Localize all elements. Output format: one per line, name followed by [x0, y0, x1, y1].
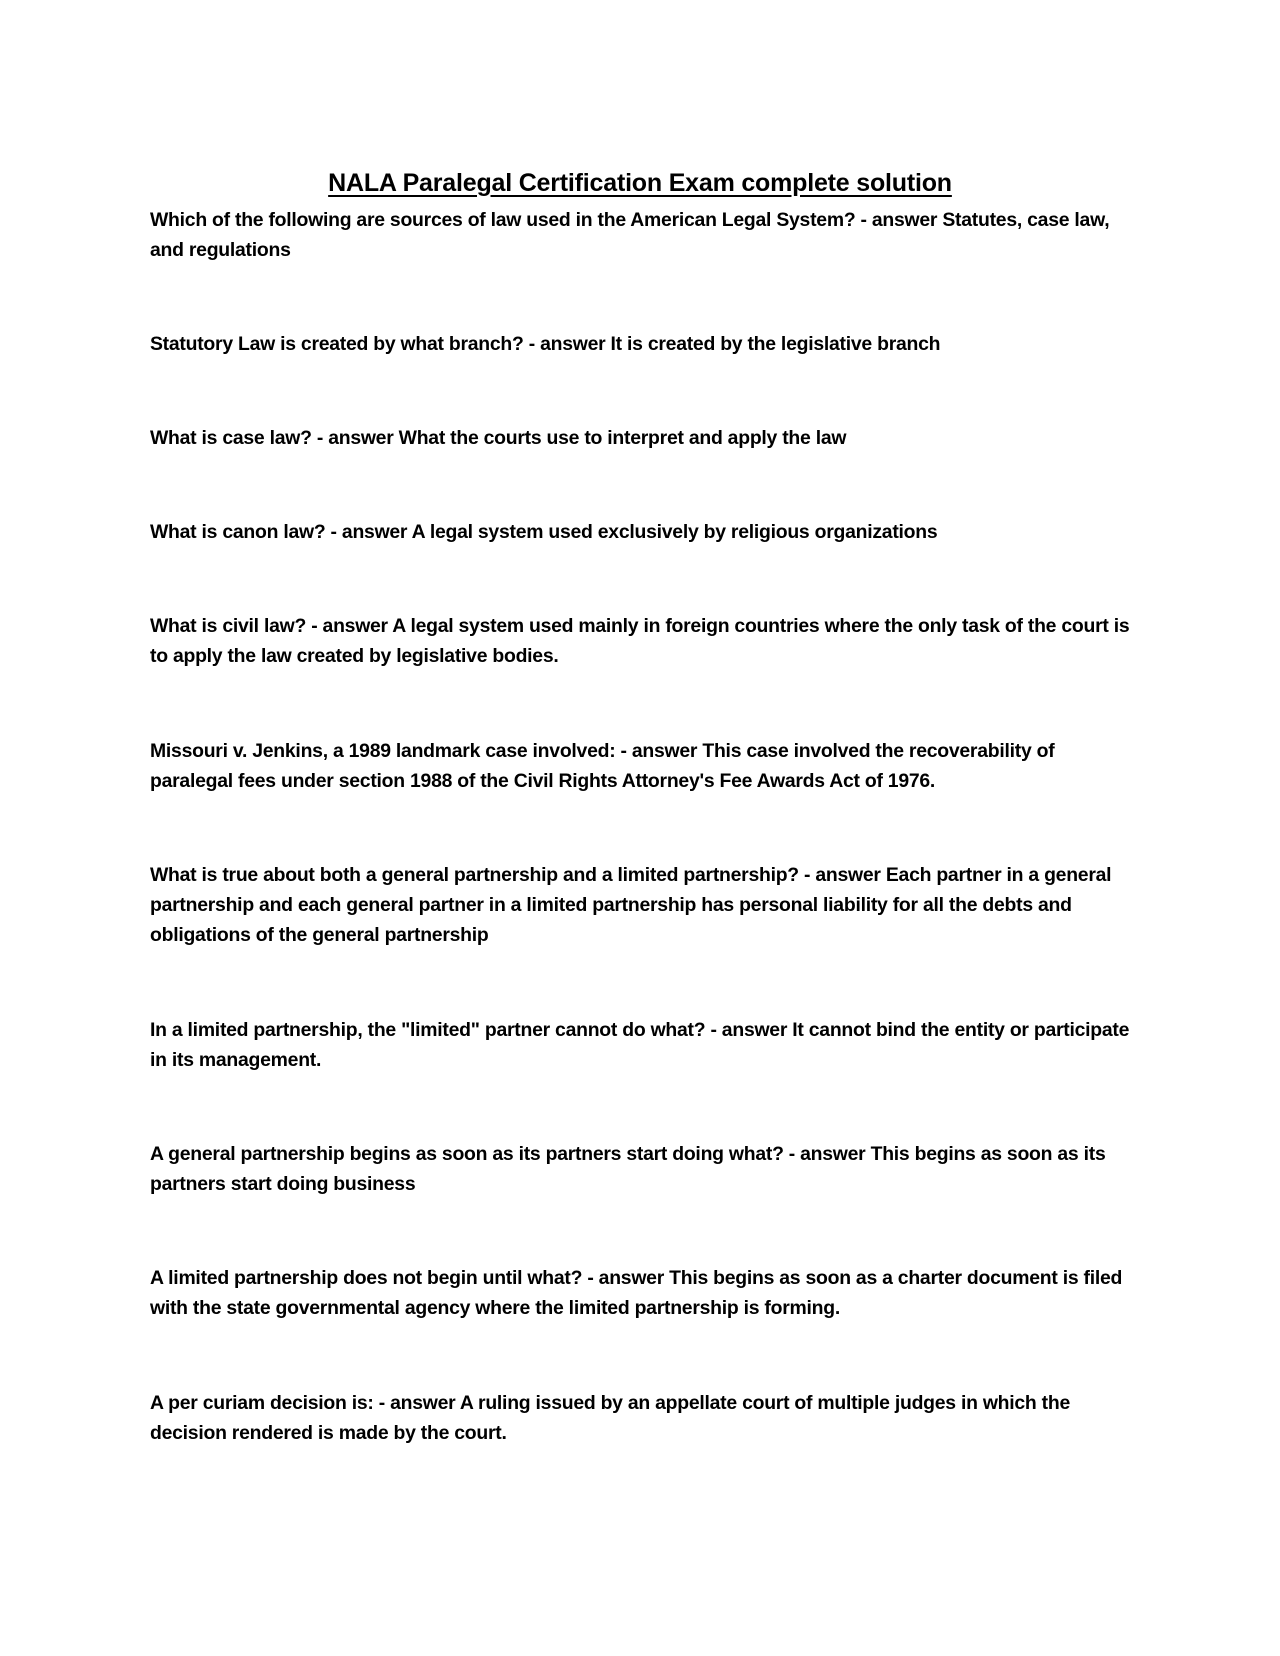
qa-item: What is true about both a general partnership and a limited partnership? - answer Each partner in a general partnership and each general partner in a limited partnership has personal liability for all the debts and obligations of the general partnership: [150, 864, 1112, 946]
qa-item: What is civil law? - answer A legal system used mainly in foreign countries where the only task of the court is to apply the law created by legislative bodies.: [150, 615, 1130, 667]
qa-item: A per curiam decision is: - answer A ruling issued by an appellate court of multiple judges in which the decision rendered is made by the court.: [150, 1392, 1071, 1444]
qa-item: Statutory Law is created by what branch? - answer It is created by the legislative branch: [150, 333, 941, 355]
qa-item: What is canon law? - answer A legal system used exclusively by religious organizations: [150, 521, 938, 543]
qa-item: A limited partnership does not begin until what? - answer This begins as soon as a charter document is filed with the state governmental agency where the limited partnership is forming.: [150, 1267, 1123, 1319]
qa-item: Missouri v. Jenkins, a 1989 landmark case involved: - answer This case involved the recoverability of paralegal fees under section 1988 of the Civil Rights Attorney's Fee Awards Act of 1976.: [150, 740, 1055, 792]
page-title: NALA Paralegal Certification Exam complete solution: [328, 168, 952, 197]
qa-item: Which of the following are sources of law used in the American Legal System? - answer Statutes, case law, and regulations: [150, 209, 1110, 261]
qa-item: In a limited partnership, the "limited" partner cannot do what? - answer It cannot bind the entity or participate in its management.: [150, 1019, 1130, 1071]
qa-item: A general partnership begins as soon as its partners start doing what? - answer This begins as soon as its partners start doing business: [150, 1143, 1106, 1195]
qa-item: What is case law? - answer What the courts use to interpret and apply the law: [150, 427, 847, 449]
